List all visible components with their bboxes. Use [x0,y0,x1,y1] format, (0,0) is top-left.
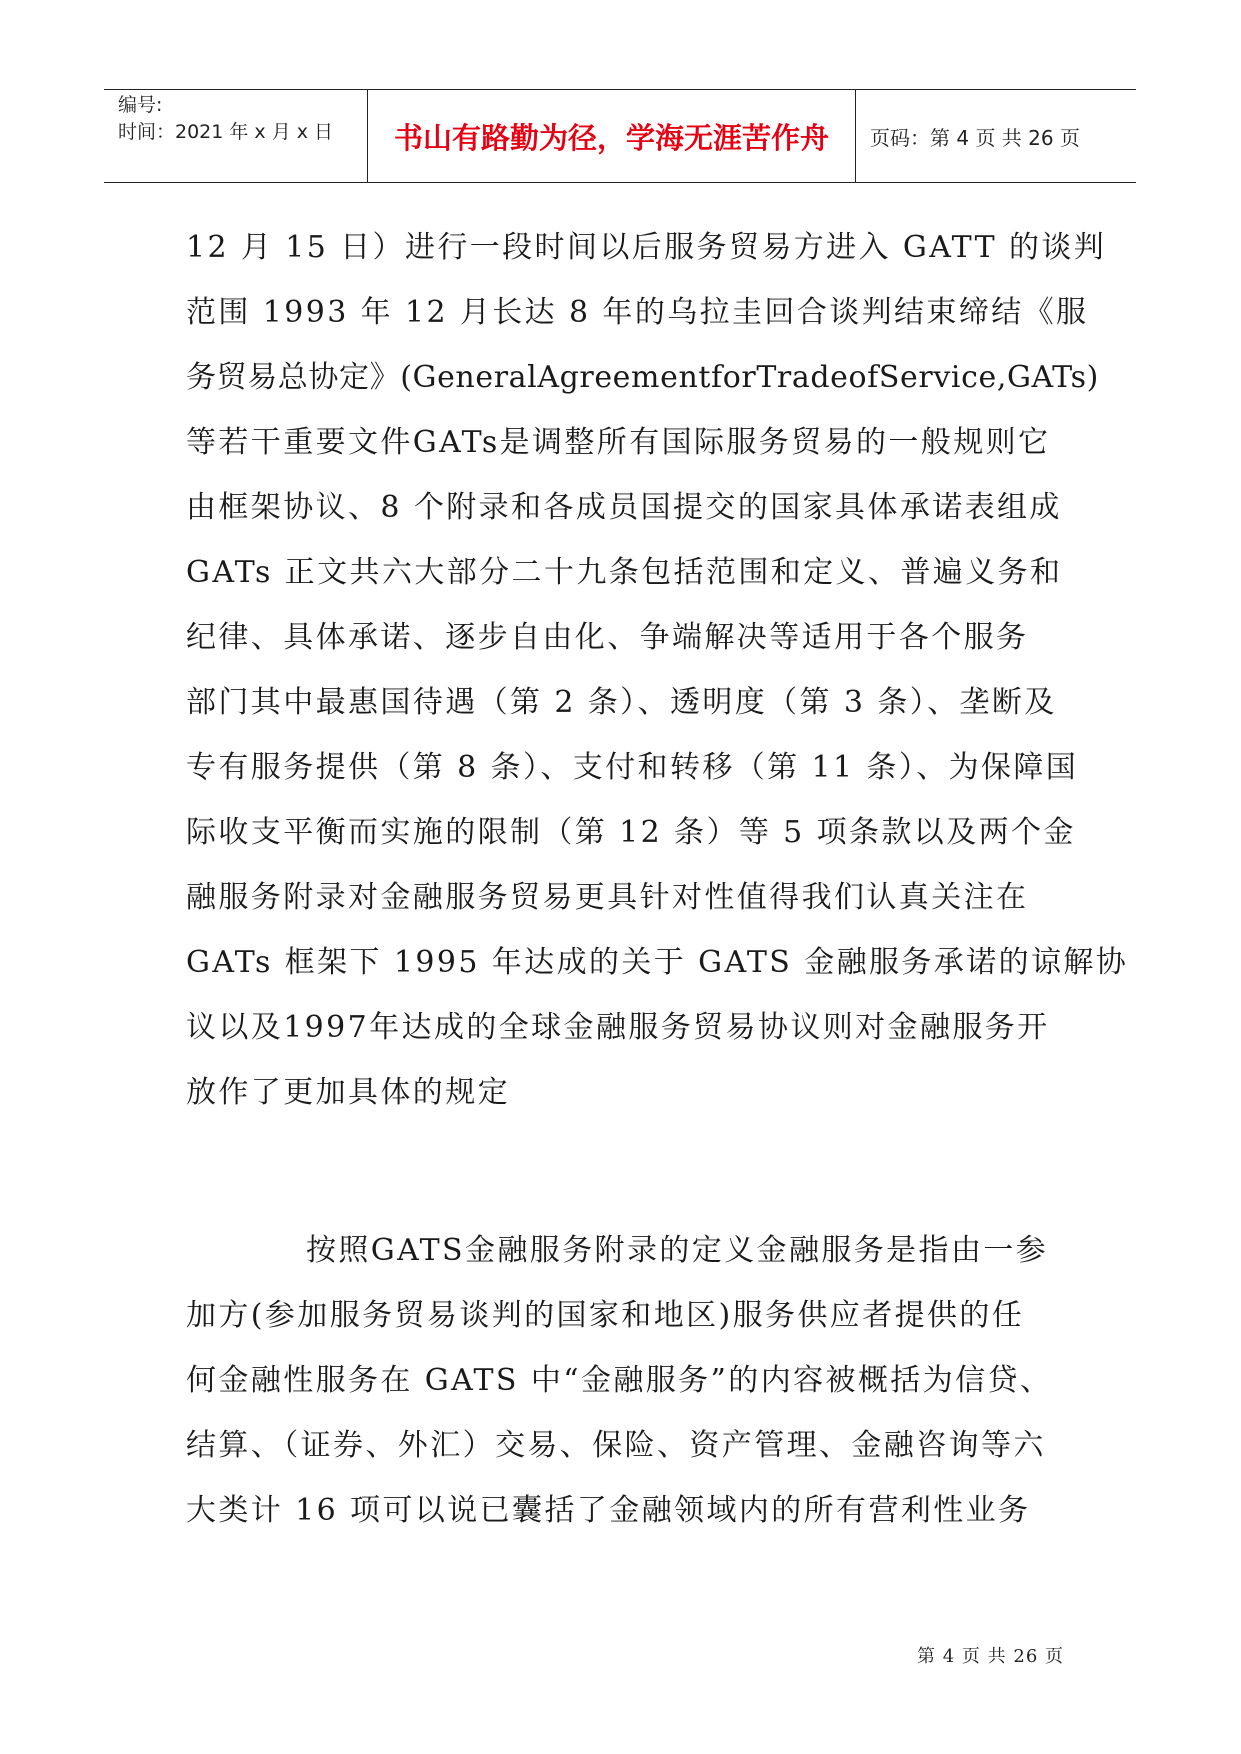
text-line: 大类计 16 项可以说已囊括了金融领域内的所有营利性业务 [186,1493,1031,1528]
text-line: 由框架协议、8 个附录和各成员国提交的国家具体承诺表组成 [186,490,1062,525]
text-line: 际收支平衡而实施的限制（第 12 条）等 5 项条款以及两个金 [186,815,1076,850]
text-line: 务贸易总协定》(GeneralAgreementforTradeofService,GATs) [186,360,1099,395]
document-time-label: 时间：2021 年 x 月 x 日 [118,121,334,143]
text-line: 按照GATS金融服务附录的定义金融服务是指由一参 [306,1233,1049,1268]
text-line: 部门其中最惠国待遇（第 2 条）、透明度（第 3 条）、垄断及 [186,685,1057,720]
text-line: 范围 1993 年 12 月长达 8 年的乌拉圭回合谈判结束缔结《服 [186,295,1089,330]
text-line: 加方(参加服务贸易谈判的国家和地区)服务供应者提供的任 [186,1298,1025,1333]
paragraph-1 [186,215,1129,1125]
text-line: 纪律、具体承诺、逐步自由化、争端解决等适用于各个服务 [186,620,1029,655]
text-line: 融服务附录对金融服务贸易更具针对性值得我们认真关注在 [186,880,1029,915]
header-divider-right [855,90,856,182]
header-page-info: 页码：第 4 页 共 26 页 [870,126,1080,150]
text-line: 12 月 15 日）进行一段时间以后服务贸易方进入 GATT 的谈判 [186,230,1107,265]
page-footer: 第 4 页 共 26 页 [917,1646,1064,1667]
header-motto: 书山有路勤为径，学海无涯苦作舟 [393,121,829,155]
text-line: GATs 正文共六大部分二十九条包括范围和定义、普遍义务和 [186,555,1063,590]
text-line: 专有服务提供（第 8 条）、支付和转移（第 11 条）、为保障国 [186,750,1079,785]
text-line: 议以及1997年达成的全球金融服务贸易协议则对金融服务开 [186,1010,1050,1045]
page-header [104,89,1136,183]
text-line: GATs 框架下 1995 年达成的关于 GATS 金融服务承诺的谅解协 [186,945,1129,980]
text-line: 结算、（证券、外汇）交易、保险、资产管理、金融咨询等六 [186,1428,1046,1463]
text-line: 何金融性服务在 GATS 中“金融服务”的内容被概括为信贷、 [186,1363,1053,1398]
document-body [186,215,1129,1543]
document-number-label: 编号: [118,94,163,116]
text-line: 等若干重要文件GATs是调整所有国际服务贸易的一般规则它 [186,425,1051,460]
paragraph-2 [186,1218,1086,1543]
text-line: 放作了更加具体的规定 [186,1075,510,1110]
